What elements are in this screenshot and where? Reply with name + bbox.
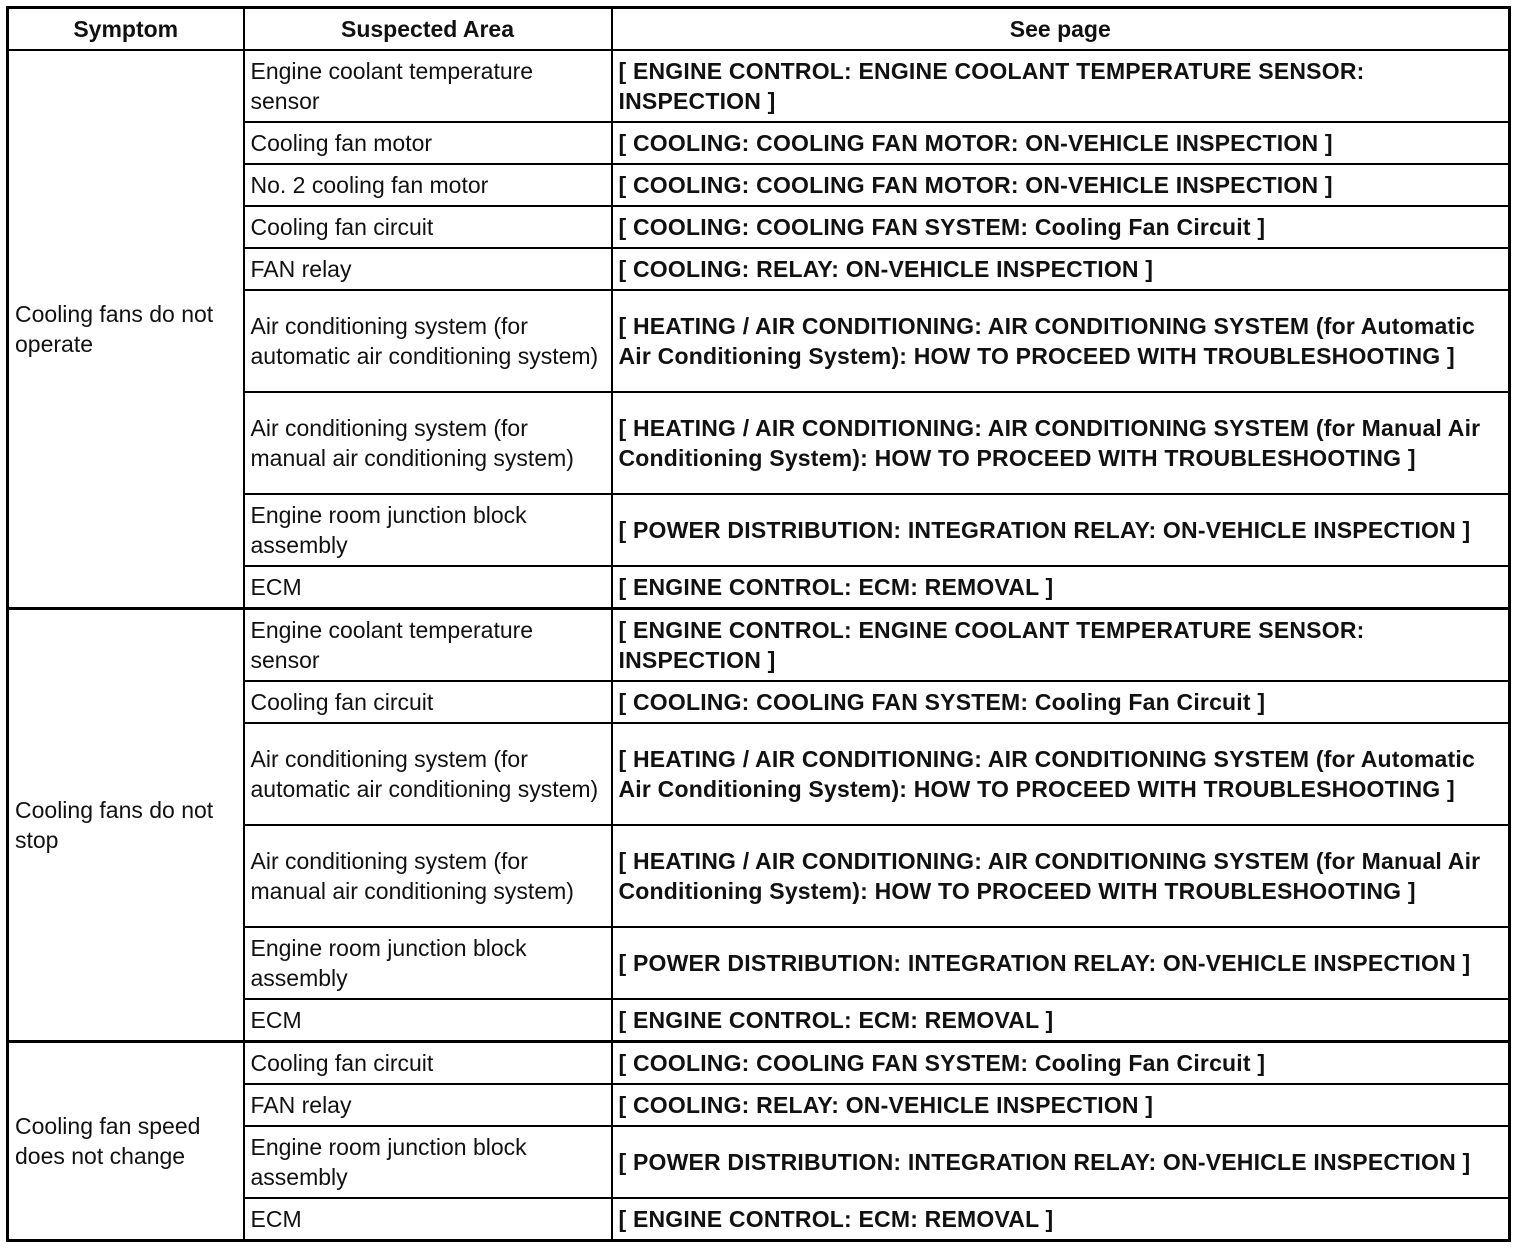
see-page-link[interactable]: [ ENGINE CONTROL: ECM: REMOVAL ] <box>612 1198 1510 1241</box>
see-page-link[interactable]: [ POWER DISTRIBUTION: INTEGRATION RELAY: ON-VEHICLE INSPECTION ] <box>612 494 1510 566</box>
suspected-area-cell: Air conditioning system (for manual air conditioning system) <box>244 392 612 494</box>
see-page-link[interactable]: [ ENGINE CONTROL: ECM: REMOVAL ] <box>612 999 1510 1042</box>
header-see-page: See page <box>612 8 1510 51</box>
see-page-link[interactable]: [ COOLING: COOLING FAN SYSTEM: Cooling Fan Circuit ] <box>612 206 1510 248</box>
table-row <box>8 1042 1510 1085</box>
symptom-cell: Cooling fans do not operate <box>8 50 244 609</box>
suspected-area-cell: Engine room junction block assembly <box>244 494 612 566</box>
suspected-area-cell: Engine coolant temperature sensor <box>244 50 612 122</box>
symptom-cell: Cooling fan speed does not change <box>8 1042 244 1241</box>
see-page-link[interactable]: [ COOLING: COOLING FAN MOTOR: ON-VEHICLE INSPECTION ] <box>612 122 1510 164</box>
header-row <box>8 8 1510 51</box>
suspected-area-cell: Engine room junction block assembly <box>244 927 612 999</box>
suspected-area-cell: ECM <box>244 999 612 1042</box>
troubleshooting-table-container <box>6 6 1508 1242</box>
see-page-link[interactable]: [ POWER DISTRIBUTION: INTEGRATION RELAY: ON-VEHICLE INSPECTION ] <box>612 927 1510 999</box>
suspected-area-cell: Air conditioning system (for automatic air conditioning system) <box>244 290 612 392</box>
see-page-link[interactable]: [ HEATING / AIR CONDITIONING: AIR CONDITIONING SYSTEM (for Automatic Air Conditioning System): HOW TO PROCEED WITH TROUBLESHOOTING ] <box>612 723 1510 825</box>
table-row <box>8 50 1510 122</box>
see-page-link[interactable]: [ COOLING: COOLING FAN SYSTEM: Cooling Fan Circuit ] <box>612 681 1510 723</box>
suspected-area-cell: No. 2 cooling fan motor <box>244 164 612 206</box>
see-page-link[interactable]: [ HEATING / AIR CONDITIONING: AIR CONDITIONING SYSTEM (for Manual Air Conditioning System): HOW TO PROCEED WITH TROUBLESHOOTING ] <box>612 392 1510 494</box>
see-page-link[interactable]: [ ENGINE CONTROL: ENGINE COOLANT TEMPERATURE SENSOR: INSPECTION ] <box>612 50 1510 122</box>
header-suspected-area: Suspected Area <box>244 8 612 51</box>
see-page-link[interactable]: [ COOLING: RELAY: ON-VEHICLE INSPECTION ] <box>612 1084 1510 1126</box>
table-body <box>8 50 1510 1241</box>
suspected-area-cell: FAN relay <box>244 248 612 290</box>
see-page-link[interactable]: [ HEATING / AIR CONDITIONING: AIR CONDITIONING SYSTEM (for Automatic Air Conditioning System): HOW TO PROCEED WITH TROUBLESHOOTING ] <box>612 290 1510 392</box>
see-page-link[interactable]: [ HEATING / AIR CONDITIONING: AIR CONDITIONING SYSTEM (for Manual Air Conditioning System): HOW TO PROCEED WITH TROUBLESHOOTING ] <box>612 825 1510 927</box>
see-page-link[interactable]: [ COOLING: RELAY: ON-VEHICLE INSPECTION ] <box>612 248 1510 290</box>
suspected-area-cell: Air conditioning system (for manual air conditioning system) <box>244 825 612 927</box>
suspected-area-cell: Cooling fan circuit <box>244 681 612 723</box>
suspected-area-cell: Cooling fan circuit <box>244 206 612 248</box>
suspected-area-cell: Air conditioning system (for automatic air conditioning system) <box>244 723 612 825</box>
see-page-link[interactable]: [ COOLING: COOLING FAN MOTOR: ON-VEHICLE INSPECTION ] <box>612 164 1510 206</box>
troubleshooting-table <box>6 6 1511 1242</box>
see-page-link[interactable]: [ COOLING: COOLING FAN SYSTEM: Cooling Fan Circuit ] <box>612 1042 1510 1085</box>
see-page-link[interactable]: [ POWER DISTRIBUTION: INTEGRATION RELAY: ON-VEHICLE INSPECTION ] <box>612 1126 1510 1198</box>
suspected-area-cell: ECM <box>244 566 612 609</box>
suspected-area-cell: Engine room junction block assembly <box>244 1126 612 1198</box>
symptom-cell: Cooling fans do not stop <box>8 609 244 1042</box>
table-row <box>8 609 1510 682</box>
see-page-link[interactable]: [ ENGINE CONTROL: ECM: REMOVAL ] <box>612 566 1510 609</box>
suspected-area-cell: Engine coolant temperature sensor <box>244 609 612 682</box>
see-page-link[interactable]: [ ENGINE CONTROL: ENGINE COOLANT TEMPERATURE SENSOR: INSPECTION ] <box>612 609 1510 682</box>
header-symptom: Symptom <box>8 8 244 51</box>
suspected-area-cell: FAN relay <box>244 1084 612 1126</box>
suspected-area-cell: Cooling fan circuit <box>244 1042 612 1085</box>
suspected-area-cell: Cooling fan motor <box>244 122 612 164</box>
suspected-area-cell: ECM <box>244 1198 612 1241</box>
